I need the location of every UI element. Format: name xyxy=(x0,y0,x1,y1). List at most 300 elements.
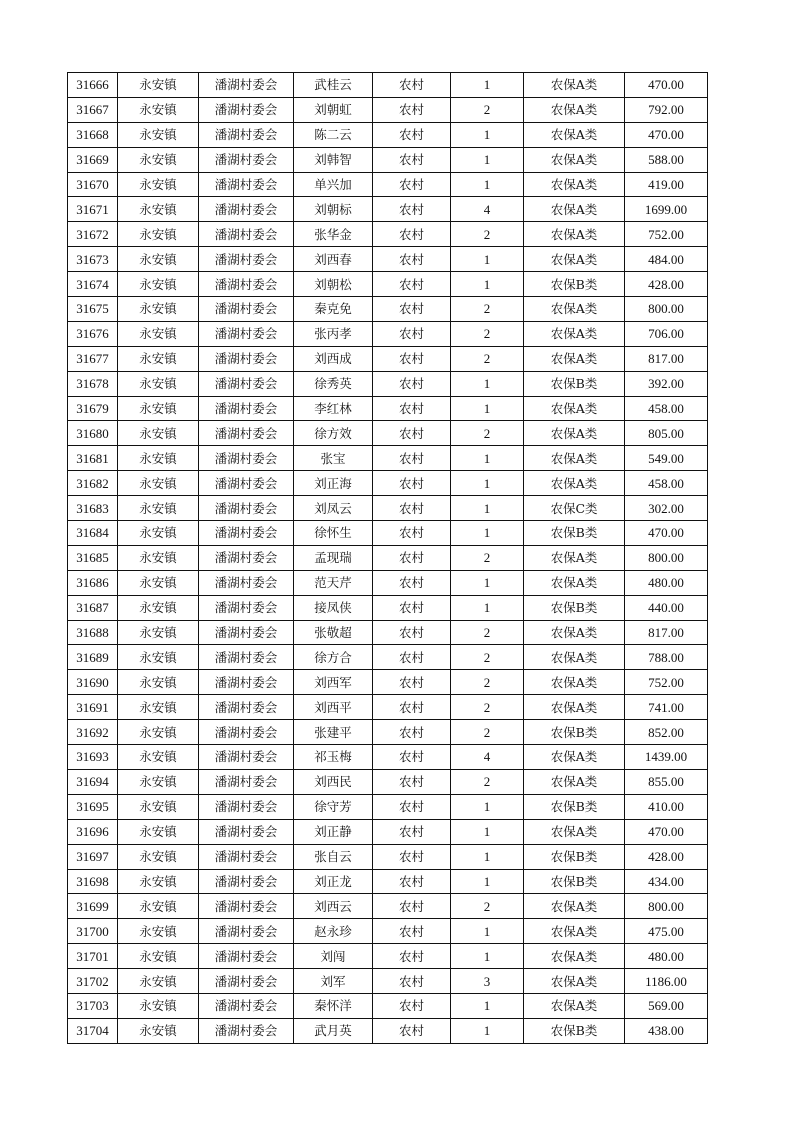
cell-town: 永安镇 xyxy=(118,570,199,595)
cell-family-size: 2 xyxy=(451,222,524,247)
cell-village-committee: 潘湖村委会 xyxy=(199,545,294,570)
cell-town: 永安镇 xyxy=(118,894,199,919)
cell-amount: 428.00 xyxy=(625,844,708,869)
cell-family-size: 3 xyxy=(451,969,524,994)
cell-town: 永安镇 xyxy=(118,969,199,994)
table-row xyxy=(68,97,708,122)
cell-insurance-category: 农保B类 xyxy=(524,844,625,869)
cell-household-type: 农村 xyxy=(373,73,451,98)
cell-town: 永安镇 xyxy=(118,819,199,844)
cell-household-type: 农村 xyxy=(373,321,451,346)
table-body xyxy=(68,73,708,1044)
cell-village-committee: 潘湖村委会 xyxy=(199,147,294,172)
cell-insurance-category: 农保A类 xyxy=(524,122,625,147)
cell-amount: 458.00 xyxy=(625,471,708,496)
cell-insurance-category: 农保A类 xyxy=(524,247,625,272)
cell-family-size: 1 xyxy=(451,819,524,844)
cell-household-type: 农村 xyxy=(373,122,451,147)
cell-family-size: 1 xyxy=(451,919,524,944)
cell-town: 永安镇 xyxy=(118,321,199,346)
cell-village-committee: 潘湖村委会 xyxy=(199,496,294,521)
table-row xyxy=(68,745,708,770)
cell-amount: 434.00 xyxy=(625,869,708,894)
cell-village-committee: 潘湖村委会 xyxy=(199,894,294,919)
cell-town: 永安镇 xyxy=(118,993,199,1018)
cell-town: 永安镇 xyxy=(118,720,199,745)
cell-household-type: 农村 xyxy=(373,819,451,844)
cell-name: 祁玉梅 xyxy=(294,745,373,770)
cell-town: 永安镇 xyxy=(118,595,199,620)
cell-name: 刘西云 xyxy=(294,894,373,919)
cell-family-size: 2 xyxy=(451,620,524,645)
cell-household-type: 农村 xyxy=(373,844,451,869)
cell-name: 范天芹 xyxy=(294,570,373,595)
cell-insurance-category: 农保B类 xyxy=(524,869,625,894)
cell-name: 张建平 xyxy=(294,720,373,745)
cell-village-committee: 潘湖村委会 xyxy=(199,919,294,944)
cell-family-size: 2 xyxy=(451,670,524,695)
cell-name: 刘西军 xyxy=(294,670,373,695)
table-row xyxy=(68,919,708,944)
cell-household-type: 农村 xyxy=(373,570,451,595)
cell-household-type: 农村 xyxy=(373,794,451,819)
cell-amount: 470.00 xyxy=(625,521,708,546)
cell-village-committee: 潘湖村委会 xyxy=(199,421,294,446)
cell-insurance-category: 农保A类 xyxy=(524,919,625,944)
cell-serial-number: 31686 xyxy=(68,570,118,595)
cell-serial-number: 31692 xyxy=(68,720,118,745)
cell-insurance-category: 农保A类 xyxy=(524,695,625,720)
cell-town: 永安镇 xyxy=(118,297,199,322)
cell-insurance-category: 农保A类 xyxy=(524,769,625,794)
cell-serial-number: 31696 xyxy=(68,819,118,844)
cell-town: 永安镇 xyxy=(118,869,199,894)
table-row xyxy=(68,695,708,720)
cell-household-type: 农村 xyxy=(373,197,451,222)
cell-town: 永安镇 xyxy=(118,545,199,570)
cell-amount: 440.00 xyxy=(625,595,708,620)
cell-household-type: 农村 xyxy=(373,222,451,247)
cell-amount: 792.00 xyxy=(625,97,708,122)
cell-amount: 706.00 xyxy=(625,321,708,346)
cell-family-size: 1 xyxy=(451,1018,524,1043)
cell-village-committee: 潘湖村委会 xyxy=(199,993,294,1018)
cell-name: 张敬超 xyxy=(294,620,373,645)
table-row xyxy=(68,670,708,695)
cell-serial-number: 31698 xyxy=(68,869,118,894)
table-row xyxy=(68,222,708,247)
cell-insurance-category: 农保A类 xyxy=(524,321,625,346)
cell-village-committee: 潘湖村委会 xyxy=(199,272,294,297)
cell-town: 永安镇 xyxy=(118,73,199,98)
cell-serial-number: 31681 xyxy=(68,446,118,471)
cell-insurance-category: 农保A类 xyxy=(524,297,625,322)
cell-name: 刘正海 xyxy=(294,471,373,496)
cell-household-type: 农村 xyxy=(373,595,451,620)
cell-name: 李红林 xyxy=(294,396,373,421)
table-row xyxy=(68,73,708,98)
cell-village-committee: 潘湖村委会 xyxy=(199,122,294,147)
cell-town: 永安镇 xyxy=(118,620,199,645)
cell-household-type: 农村 xyxy=(373,969,451,994)
cell-village-committee: 潘湖村委会 xyxy=(199,720,294,745)
cell-family-size: 2 xyxy=(451,421,524,446)
cell-insurance-category: 农保A类 xyxy=(524,819,625,844)
cell-household-type: 农村 xyxy=(373,769,451,794)
cell-name: 刘军 xyxy=(294,969,373,994)
cell-household-type: 农村 xyxy=(373,869,451,894)
cell-serial-number: 31703 xyxy=(68,993,118,1018)
table-row xyxy=(68,993,708,1018)
cell-insurance-category: 农保B类 xyxy=(524,272,625,297)
table-row xyxy=(68,421,708,446)
cell-name: 秦克免 xyxy=(294,297,373,322)
cell-town: 永安镇 xyxy=(118,346,199,371)
cell-family-size: 1 xyxy=(451,471,524,496)
table-row xyxy=(68,197,708,222)
cell-amount: 458.00 xyxy=(625,396,708,421)
cell-family-size: 1 xyxy=(451,993,524,1018)
cell-serial-number: 31697 xyxy=(68,844,118,869)
table-row xyxy=(68,297,708,322)
cell-name: 单兴加 xyxy=(294,172,373,197)
cell-family-size: 2 xyxy=(451,545,524,570)
cell-village-committee: 潘湖村委会 xyxy=(199,197,294,222)
cell-town: 永安镇 xyxy=(118,919,199,944)
table-row xyxy=(68,794,708,819)
cell-town: 永安镇 xyxy=(118,172,199,197)
cell-serial-number: 31702 xyxy=(68,969,118,994)
cell-household-type: 农村 xyxy=(373,297,451,322)
cell-serial-number: 31700 xyxy=(68,919,118,944)
cell-insurance-category: 农保A类 xyxy=(524,172,625,197)
cell-insurance-category: 农保A类 xyxy=(524,222,625,247)
cell-serial-number: 31691 xyxy=(68,695,118,720)
cell-town: 永安镇 xyxy=(118,197,199,222)
cell-name: 刘正龙 xyxy=(294,869,373,894)
cell-amount: 805.00 xyxy=(625,421,708,446)
cell-family-size: 1 xyxy=(451,844,524,869)
cell-insurance-category: 农保A类 xyxy=(524,969,625,994)
cell-amount: 480.00 xyxy=(625,570,708,595)
cell-town: 永安镇 xyxy=(118,147,199,172)
cell-town: 永安镇 xyxy=(118,122,199,147)
cell-amount: 475.00 xyxy=(625,919,708,944)
cell-insurance-category: 农保A类 xyxy=(524,745,625,770)
cell-amount: 800.00 xyxy=(625,545,708,570)
cell-insurance-category: 农保B类 xyxy=(524,595,625,620)
cell-serial-number: 31671 xyxy=(68,197,118,222)
cell-household-type: 农村 xyxy=(373,371,451,396)
cell-serial-number: 31672 xyxy=(68,222,118,247)
cell-village-committee: 潘湖村委会 xyxy=(199,97,294,122)
cell-amount: 480.00 xyxy=(625,944,708,969)
cell-town: 永安镇 xyxy=(118,745,199,770)
cell-serial-number: 31673 xyxy=(68,247,118,272)
cell-insurance-category: 农保B类 xyxy=(524,794,625,819)
table-row xyxy=(68,446,708,471)
cell-family-size: 1 xyxy=(451,496,524,521)
cell-family-size: 1 xyxy=(451,247,524,272)
cell-insurance-category: 农保A类 xyxy=(524,147,625,172)
cell-name: 赵永珍 xyxy=(294,919,373,944)
cell-town: 永安镇 xyxy=(118,471,199,496)
cell-village-committee: 潘湖村委会 xyxy=(199,371,294,396)
cell-amount: 302.00 xyxy=(625,496,708,521)
cell-household-type: 农村 xyxy=(373,396,451,421)
cell-family-size: 2 xyxy=(451,894,524,919)
cell-town: 永安镇 xyxy=(118,421,199,446)
cell-family-size: 1 xyxy=(451,73,524,98)
cell-village-committee: 潘湖村委会 xyxy=(199,595,294,620)
cell-amount: 410.00 xyxy=(625,794,708,819)
cell-family-size: 1 xyxy=(451,595,524,620)
cell-name: 武月英 xyxy=(294,1018,373,1043)
cell-town: 永安镇 xyxy=(118,521,199,546)
cell-serial-number: 31687 xyxy=(68,595,118,620)
table-row xyxy=(68,570,708,595)
cell-family-size: 2 xyxy=(451,695,524,720)
cell-serial-number: 31685 xyxy=(68,545,118,570)
cell-serial-number: 31670 xyxy=(68,172,118,197)
cell-town: 永安镇 xyxy=(118,794,199,819)
cell-serial-number: 31701 xyxy=(68,944,118,969)
cell-household-type: 农村 xyxy=(373,421,451,446)
cell-town: 永安镇 xyxy=(118,446,199,471)
cell-amount: 438.00 xyxy=(625,1018,708,1043)
cell-serial-number: 31690 xyxy=(68,670,118,695)
cell-village-committee: 潘湖村委会 xyxy=(199,346,294,371)
cell-amount: 428.00 xyxy=(625,272,708,297)
cell-name: 刘西民 xyxy=(294,769,373,794)
cell-village-committee: 潘湖村委会 xyxy=(199,969,294,994)
cell-village-committee: 潘湖村委会 xyxy=(199,396,294,421)
cell-name: 刘西平 xyxy=(294,695,373,720)
cell-family-size: 1 xyxy=(451,869,524,894)
cell-family-size: 2 xyxy=(451,720,524,745)
cell-serial-number: 31676 xyxy=(68,321,118,346)
cell-insurance-category: 农保A类 xyxy=(524,197,625,222)
table-row xyxy=(68,471,708,496)
table-row xyxy=(68,944,708,969)
cell-town: 永安镇 xyxy=(118,944,199,969)
cell-village-committee: 潘湖村委会 xyxy=(199,794,294,819)
cell-town: 永安镇 xyxy=(118,695,199,720)
cell-serial-number: 31669 xyxy=(68,147,118,172)
cell-amount: 392.00 xyxy=(625,371,708,396)
cell-household-type: 农村 xyxy=(373,720,451,745)
cell-name: 刘正静 xyxy=(294,819,373,844)
cell-town: 永安镇 xyxy=(118,396,199,421)
table-row xyxy=(68,346,708,371)
table-row xyxy=(68,844,708,869)
cell-name: 刘韩智 xyxy=(294,147,373,172)
cell-serial-number: 31694 xyxy=(68,769,118,794)
cell-name: 徐方效 xyxy=(294,421,373,446)
cell-insurance-category: 农保A类 xyxy=(524,670,625,695)
cell-insurance-category: 农保B类 xyxy=(524,521,625,546)
cell-household-type: 农村 xyxy=(373,919,451,944)
cell-name: 孟现瑞 xyxy=(294,545,373,570)
table-row xyxy=(68,172,708,197)
cell-household-type: 农村 xyxy=(373,993,451,1018)
cell-village-committee: 潘湖村委会 xyxy=(199,247,294,272)
cell-amount: 470.00 xyxy=(625,73,708,98)
cell-name: 张华金 xyxy=(294,222,373,247)
table-row xyxy=(68,894,708,919)
cell-amount: 800.00 xyxy=(625,894,708,919)
cell-serial-number: 31682 xyxy=(68,471,118,496)
cell-household-type: 农村 xyxy=(373,346,451,371)
cell-name: 秦怀洋 xyxy=(294,993,373,1018)
cell-name: 刘西春 xyxy=(294,247,373,272)
cell-insurance-category: 农保A类 xyxy=(524,620,625,645)
cell-town: 永安镇 xyxy=(118,496,199,521)
cell-amount: 1439.00 xyxy=(625,745,708,770)
cell-family-size: 4 xyxy=(451,197,524,222)
cell-name: 张丙孝 xyxy=(294,321,373,346)
cell-name: 陈二云 xyxy=(294,122,373,147)
table-row xyxy=(68,769,708,794)
cell-serial-number: 31699 xyxy=(68,894,118,919)
cell-serial-number: 31667 xyxy=(68,97,118,122)
cell-serial-number: 31679 xyxy=(68,396,118,421)
cell-name: 张自云 xyxy=(294,844,373,869)
cell-serial-number: 31683 xyxy=(68,496,118,521)
cell-family-size: 1 xyxy=(451,944,524,969)
cell-insurance-category: 农保A类 xyxy=(524,894,625,919)
table-row xyxy=(68,521,708,546)
cell-village-committee: 潘湖村委会 xyxy=(199,620,294,645)
cell-household-type: 农村 xyxy=(373,471,451,496)
cell-town: 永安镇 xyxy=(118,645,199,670)
cell-amount: 588.00 xyxy=(625,147,708,172)
cell-household-type: 农村 xyxy=(373,620,451,645)
table-row xyxy=(68,720,708,745)
cell-family-size: 1 xyxy=(451,272,524,297)
cell-name: 刘朝虹 xyxy=(294,97,373,122)
cell-name: 刘西成 xyxy=(294,346,373,371)
cell-serial-number: 31684 xyxy=(68,521,118,546)
cell-amount: 788.00 xyxy=(625,645,708,670)
cell-insurance-category: 农保B类 xyxy=(524,720,625,745)
cell-family-size: 1 xyxy=(451,396,524,421)
cell-household-type: 农村 xyxy=(373,670,451,695)
cell-amount: 752.00 xyxy=(625,222,708,247)
cell-family-size: 2 xyxy=(451,346,524,371)
cell-name: 武桂云 xyxy=(294,73,373,98)
cell-household-type: 农村 xyxy=(373,894,451,919)
cell-village-committee: 潘湖村委会 xyxy=(199,645,294,670)
cell-household-type: 农村 xyxy=(373,446,451,471)
relief-roster-table xyxy=(67,72,708,1044)
cell-village-committee: 潘湖村委会 xyxy=(199,1018,294,1043)
table-row xyxy=(68,645,708,670)
cell-family-size: 1 xyxy=(451,371,524,396)
cell-village-committee: 潘湖村委会 xyxy=(199,745,294,770)
cell-town: 永安镇 xyxy=(118,670,199,695)
table-row xyxy=(68,595,708,620)
cell-village-committee: 潘湖村委会 xyxy=(199,695,294,720)
cell-serial-number: 31704 xyxy=(68,1018,118,1043)
cell-name: 刘朝标 xyxy=(294,197,373,222)
cell-serial-number: 31677 xyxy=(68,346,118,371)
cell-serial-number: 31680 xyxy=(68,421,118,446)
cell-town: 永安镇 xyxy=(118,97,199,122)
cell-serial-number: 31688 xyxy=(68,620,118,645)
cell-amount: 1699.00 xyxy=(625,197,708,222)
cell-family-size: 1 xyxy=(451,122,524,147)
cell-insurance-category: 农保A类 xyxy=(524,396,625,421)
cell-household-type: 农村 xyxy=(373,272,451,297)
cell-village-committee: 潘湖村委会 xyxy=(199,844,294,869)
cell-serial-number: 31689 xyxy=(68,645,118,670)
cell-serial-number: 31668 xyxy=(68,122,118,147)
cell-amount: 569.00 xyxy=(625,993,708,1018)
cell-name: 徐方合 xyxy=(294,645,373,670)
cell-amount: 800.00 xyxy=(625,297,708,322)
cell-amount: 1186.00 xyxy=(625,969,708,994)
cell-household-type: 农村 xyxy=(373,172,451,197)
cell-amount: 817.00 xyxy=(625,346,708,371)
cell-village-committee: 潘湖村委会 xyxy=(199,769,294,794)
cell-insurance-category: 农保A类 xyxy=(524,346,625,371)
cell-family-size: 1 xyxy=(451,521,524,546)
cell-household-type: 农村 xyxy=(373,247,451,272)
cell-town: 永安镇 xyxy=(118,1018,199,1043)
cell-amount: 484.00 xyxy=(625,247,708,272)
table-row xyxy=(68,545,708,570)
cell-name: 刘凤云 xyxy=(294,496,373,521)
cell-village-committee: 潘湖村委会 xyxy=(199,670,294,695)
cell-village-committee: 潘湖村委会 xyxy=(199,521,294,546)
cell-family-size: 1 xyxy=(451,794,524,819)
cell-family-size: 2 xyxy=(451,97,524,122)
cell-household-type: 农村 xyxy=(373,745,451,770)
table-row xyxy=(68,122,708,147)
cell-village-committee: 潘湖村委会 xyxy=(199,944,294,969)
cell-name: 张宝 xyxy=(294,446,373,471)
cell-village-committee: 潘湖村委会 xyxy=(199,819,294,844)
table-row xyxy=(68,396,708,421)
cell-household-type: 农村 xyxy=(373,97,451,122)
cell-insurance-category: 农保A类 xyxy=(524,97,625,122)
table-row xyxy=(68,321,708,346)
cell-insurance-category: 农保C类 xyxy=(524,496,625,521)
cell-amount: 852.00 xyxy=(625,720,708,745)
cell-insurance-category: 农保B类 xyxy=(524,1018,625,1043)
cell-family-size: 4 xyxy=(451,745,524,770)
cell-serial-number: 31674 xyxy=(68,272,118,297)
cell-insurance-category: 农保B类 xyxy=(524,371,625,396)
cell-name: 徐守芳 xyxy=(294,794,373,819)
cell-family-size: 1 xyxy=(451,172,524,197)
cell-amount: 470.00 xyxy=(625,122,708,147)
table-row xyxy=(68,1018,708,1043)
cell-town: 永安镇 xyxy=(118,272,199,297)
table-row xyxy=(68,620,708,645)
cell-town: 永安镇 xyxy=(118,222,199,247)
cell-name: 刘闯 xyxy=(294,944,373,969)
cell-insurance-category: 农保A类 xyxy=(524,944,625,969)
cell-household-type: 农村 xyxy=(373,944,451,969)
cell-insurance-category: 农保A类 xyxy=(524,421,625,446)
cell-family-size: 2 xyxy=(451,297,524,322)
cell-serial-number: 31693 xyxy=(68,745,118,770)
cell-household-type: 农村 xyxy=(373,147,451,172)
cell-amount: 470.00 xyxy=(625,819,708,844)
cell-amount: 741.00 xyxy=(625,695,708,720)
